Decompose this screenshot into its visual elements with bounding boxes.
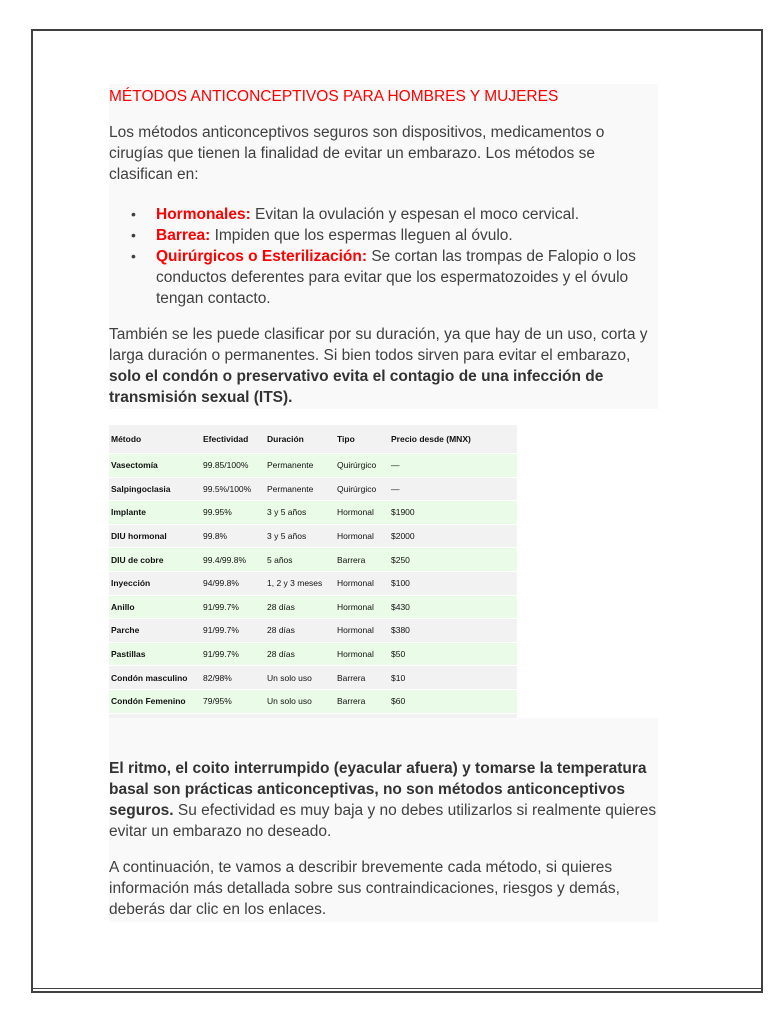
table-cell: Quirúrgico <box>337 454 391 478</box>
table-row <box>109 477 517 501</box>
bullet-term: Quirúrgicos o Esterilización: <box>156 248 368 265</box>
bullet-text: Se cortan las trompas de Falopio o los conductos deferentes para evitar que los espermatozoides y el óvulo tengan contacto. <box>156 248 636 307</box>
intro-paragraph: Los métodos anticonceptivos seguros son dispositivos, medicamentos o cirugías que tienen la finalidad de evitar un embarazo. Los métodos se clasifican en: <box>109 124 605 183</box>
table-cell: $60 <box>391 689 517 713</box>
table-cell: Hormonal <box>337 595 391 619</box>
table-cell: $250 <box>391 548 517 572</box>
table-cell: Un solo uso <box>267 689 337 713</box>
table-cell: 91/99.7% <box>203 619 267 643</box>
column-header: Duración <box>267 425 337 454</box>
table-row <box>109 619 517 643</box>
classification-list <box>109 204 658 309</box>
table-header-row <box>109 425 517 454</box>
table-cell: Hormonal <box>337 571 391 595</box>
column-header: Precio desde (MNX) <box>391 425 517 454</box>
list-item <box>109 246 658 309</box>
table-row <box>109 454 517 478</box>
table-cell: 99.5%/100% <box>203 477 267 501</box>
bullet-term: Hormonales: <box>156 206 251 223</box>
warning-section <box>109 718 658 922</box>
list-item <box>109 225 658 246</box>
table-row <box>109 548 517 572</box>
table-cell: 28 días <box>267 595 337 619</box>
duration-paragraph <box>109 324 658 408</box>
table-cell: 94/99.8% <box>203 571 267 595</box>
bullet-text: Impiden que los espermas lleguen al óvulo. <box>210 227 513 244</box>
table-cell: 3 y 5 años <box>267 501 337 525</box>
table-row <box>109 571 517 595</box>
table-cell: Permanente <box>267 454 337 478</box>
table-cell: $380 <box>391 619 517 643</box>
column-header: Tipo <box>337 425 391 454</box>
table-cell: Condón Femenino <box>109 689 203 713</box>
table-cell: Parche <box>109 619 203 643</box>
table-cell: Pastillas <box>109 642 203 666</box>
table-cell: Vasectomía <box>109 454 203 478</box>
table-cell: Inyección <box>109 571 203 595</box>
table-cell: $50 <box>391 642 517 666</box>
table-cell: Hormonal <box>337 501 391 525</box>
table-cell: 91/99.7% <box>203 595 267 619</box>
table-cell: $10 <box>391 666 517 690</box>
warning-text: Su efectividad es muy baja y no debes utilizarlos si realmente quieres evitar un embarazo no deseado. <box>109 802 657 840</box>
table-cell: Un solo uso <box>267 666 337 690</box>
warning-bold-text: El ritmo, el coito interrumpido (eyacular afuera) y tomarse la temperatura basal son prácticas anticonceptivas, no son métodos anticonceptivos seguros. <box>109 760 647 819</box>
table-cell: DIU de cobre <box>109 548 203 572</box>
table-cell: 91/99.7% <box>203 642 267 666</box>
document-title: MÉTODOS ANTICONCEPTIVOS PARA HOMBRES Y MUJERES <box>109 88 559 105</box>
table-cell: $100 <box>391 571 517 595</box>
table-cell: 28 días <box>267 619 337 643</box>
table-row <box>109 642 517 666</box>
table-cell: $2000 <box>391 524 517 548</box>
table-cell: Condón masculino <box>109 666 203 690</box>
table-cell: 3 y 5 años <box>267 524 337 548</box>
table-cell: 99.85/100% <box>203 454 267 478</box>
table-cell: Permanente <box>267 477 337 501</box>
list-item <box>109 204 658 225</box>
table-cell: Implante <box>109 501 203 525</box>
table-cell: 5 años <box>267 548 337 572</box>
table-cell: — <box>391 454 517 478</box>
bullet-text: Evitan la ovulación y espesan el moco cervical. <box>250 206 579 223</box>
table-cell: Salpingoclasia <box>109 477 203 501</box>
column-header: Método <box>109 425 203 454</box>
column-header: Efectividad <box>203 425 267 454</box>
bullet-term: Barrea: <box>156 227 211 244</box>
table-row <box>109 595 517 619</box>
table-row <box>109 689 517 713</box>
table-cell: 82/98% <box>203 666 267 690</box>
table-cell: Barrera <box>337 666 391 690</box>
table-cell: Anillo <box>109 595 203 619</box>
table-cell: Hormonal <box>337 642 391 666</box>
table-cell: $1900 <box>391 501 517 525</box>
table-row <box>109 501 517 525</box>
table-cell: DIU hormonal <box>109 524 203 548</box>
table-cell: 1, 2 y 3 meses <box>267 571 337 595</box>
table-cell: Hormonal <box>337 619 391 643</box>
table-cell: 99.8% <box>203 524 267 548</box>
table-cell: 28 días <box>267 642 337 666</box>
table-cell: 99.95% <box>203 501 267 525</box>
table-cell: $430 <box>391 595 517 619</box>
table-cell: — <box>391 477 517 501</box>
table-row <box>109 666 517 690</box>
table-row <box>109 524 517 548</box>
table-cell: Barrera <box>337 548 391 572</box>
table-cell: Hormonal <box>337 524 391 548</box>
methods-table <box>109 425 517 737</box>
table-cell: 79/95% <box>203 689 267 713</box>
duration-text: También se les puede clasificar por su duración, ya que hay de un uso, corta y larga duración o permanentes. Si bien todos sirven para evitar el embarazo, <box>109 326 648 364</box>
table-cell: Quirúrgico <box>337 477 391 501</box>
closing-paragraph: A continuación, te vamos a describir brevemente cada método, si quieres información más detallada sobre sus contraindicaciones, riesgos y demás, deberás dar clic en los enlaces. <box>109 859 620 918</box>
table-cell: 99.4/99.8% <box>203 548 267 572</box>
intro-section <box>109 84 658 409</box>
duration-bold-text: solo el condón o preservativo evita el contagio de una infección de transmisión sexual (ITS). <box>109 368 604 406</box>
table-cell: Barrera <box>337 689 391 713</box>
warning-paragraph <box>109 758 658 842</box>
